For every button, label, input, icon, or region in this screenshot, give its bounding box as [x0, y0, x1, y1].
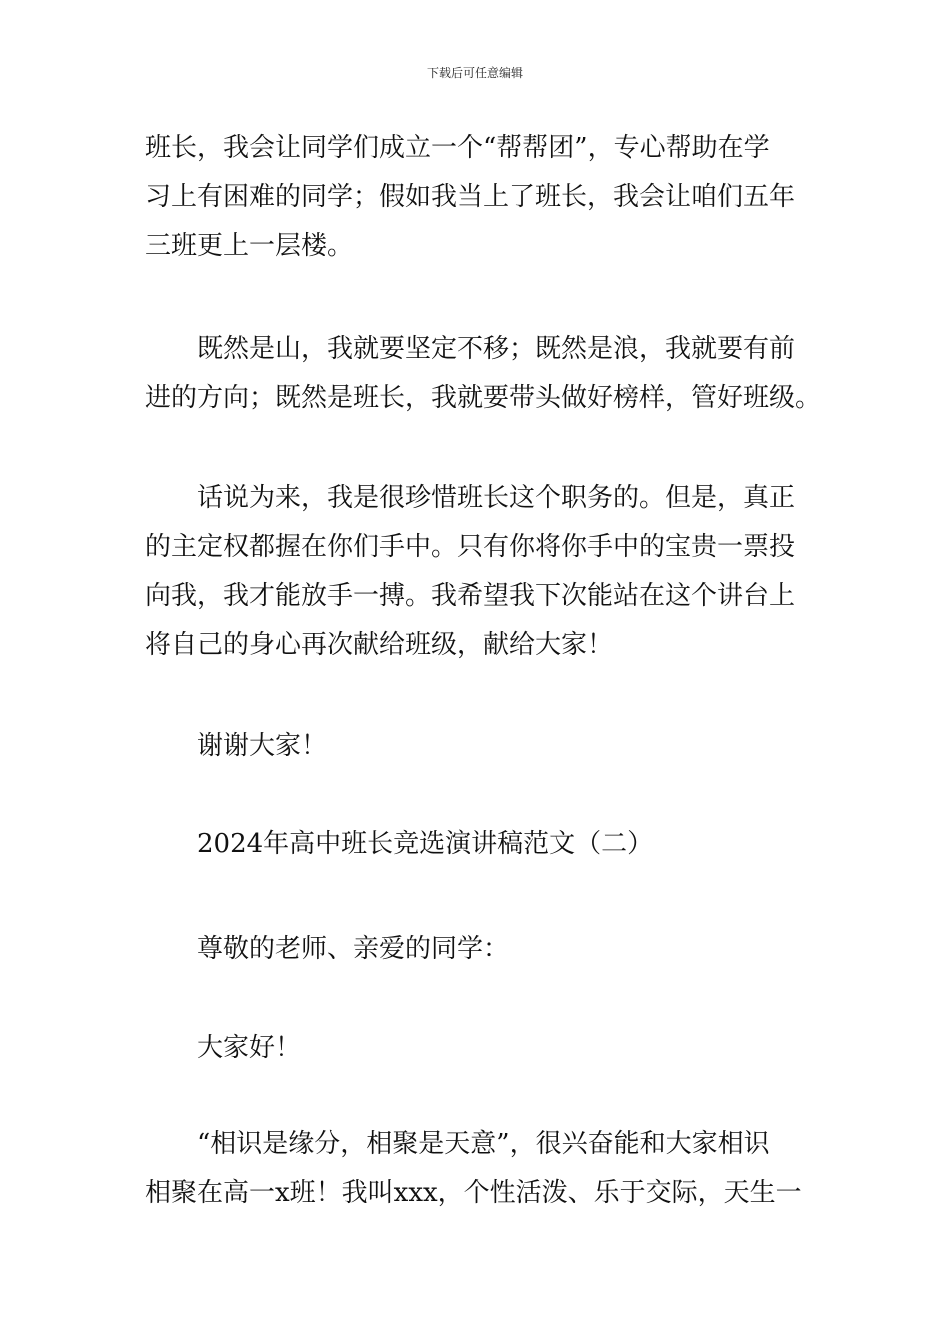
paragraph-line: 谢谢大家！ — [197, 731, 328, 761]
paragraph-line: 的主定权都握在你们手中。只有你将你手中的宝贵一票投 — [145, 532, 796, 562]
page-header-note: 下载后可任意编辑 — [426, 66, 523, 80]
paragraph-thanks — [197, 722, 861, 771]
paragraph-line: 进的方向；既然是班长，我就要带头做好榜样，管好班级。 — [145, 383, 822, 413]
paragraph-line: 尊敬的老师、亲爱的同学： — [197, 934, 510, 964]
paragraph-salutation — [197, 925, 861, 974]
paragraph-line: 相聚在高一x班！我叫xxx，个性活泼、乐于交际，天生一 — [145, 1178, 802, 1208]
paragraph-4 — [145, 1120, 809, 1218]
paragraph-line: 习上有困难的同学；假如我当上了班长，我会让咱们五年 — [145, 182, 796, 212]
section-title — [197, 820, 861, 869]
paragraph-line: 话说为来，我是很珍惜班长这个职务的。但是，真正 — [197, 483, 796, 513]
paragraph-line: 将自己的身心再次献给班级，献给大家！ — [145, 630, 614, 660]
paragraph-line: “相识是缘分，相聚是天意”，很兴奋能和大家相识 — [197, 1129, 770, 1159]
paragraph-line: 三班更上一层楼。 — [145, 231, 354, 261]
paragraph-2 — [145, 325, 822, 423]
paragraph-greeting — [197, 1024, 861, 1073]
paragraph-line: 班长，我会让同学们成立一个“帮帮团”，专心帮助在学 — [145, 133, 770, 163]
paragraph-line: 既然是山，我就要坚定不移；既然是浪，我就要有前 — [197, 334, 796, 364]
paragraph-line: 2024年高中班长竞选演讲稿范文（二） — [197, 829, 654, 859]
paragraph-line: 大家好！ — [197, 1033, 302, 1063]
paragraph-1 — [145, 124, 809, 271]
paragraph-3 — [145, 474, 809, 670]
paragraph-line: 向我，我才能放手一搏。我希望我下次能站在这个讲台上 — [145, 581, 796, 611]
